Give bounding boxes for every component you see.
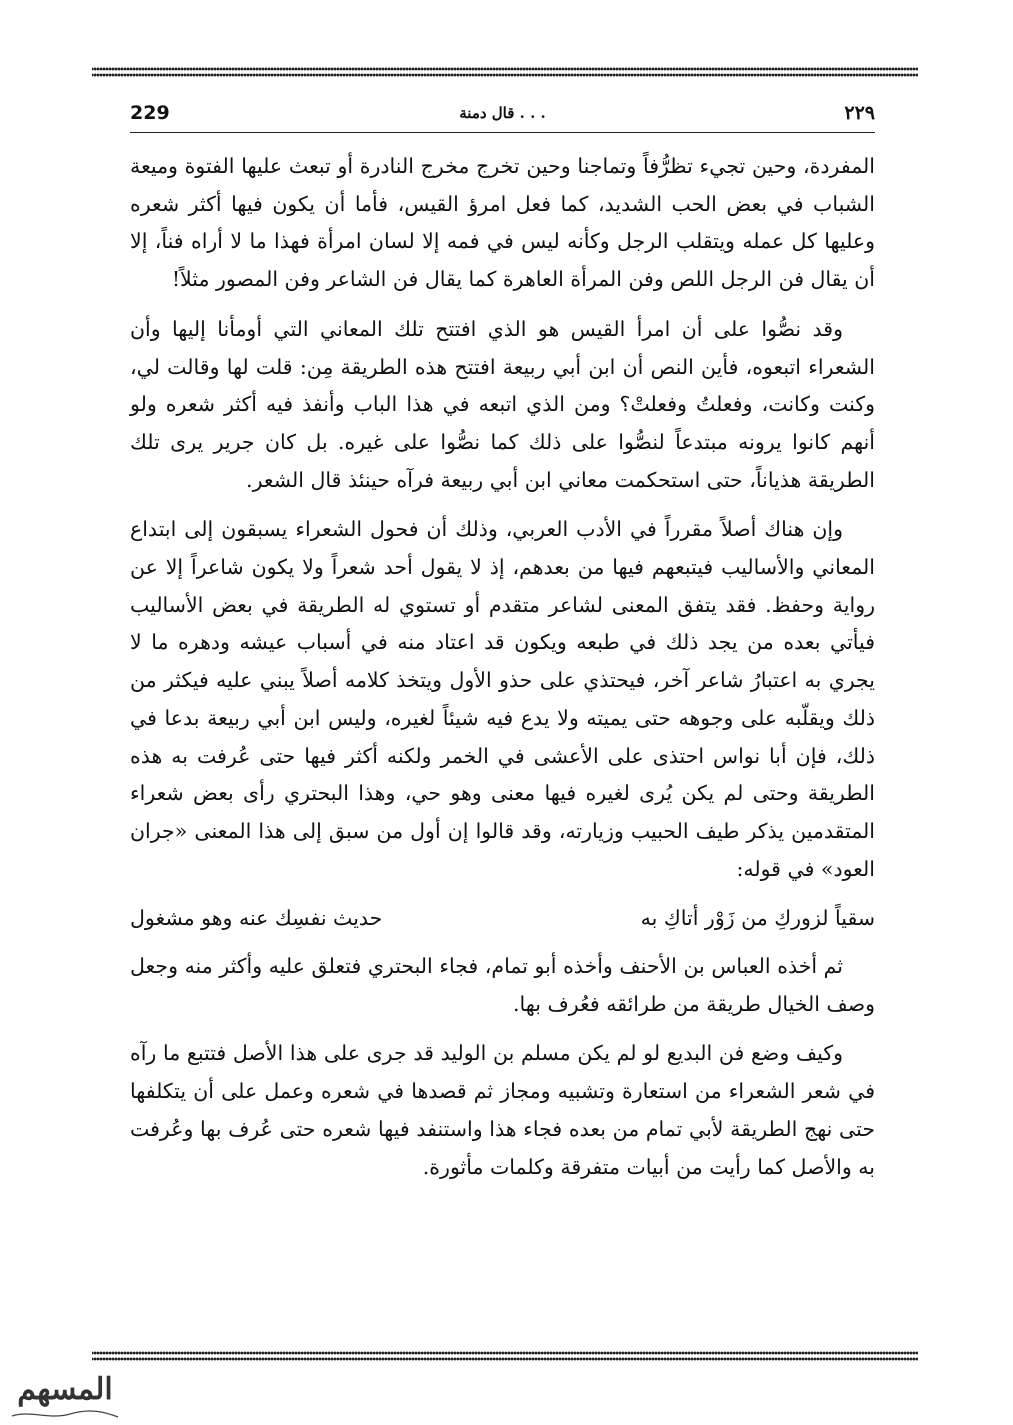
paragraph-2: وقد نصُّوا على أن امرأ القيس هو الذي افتتح تلك المعاني التي أومأنا إليها وأن الشعراء اتبعوه، فأين النص أن ابن أبي ربيعة افتتح هذه الطريقة مِن: قلت لها وقالت لي، وكنت وكانت، وفعلتُ وفعلتْ؟ ومن الذي اتبعه في هذا الباب وأنفذ فيه أكثر شعره ولو أنهم كانوا يرونه مبتدعاً لنصُّوا على ذلك كما نصُّوا على غيره. بل كان جرير يرى تلك الطريقة هذياناً، حتى استحكمت معاني ابن أبي ربيعة فرآه حينئذ قال الشعر. (130, 316, 875, 492)
running-title: قال دمنة . . . (459, 104, 546, 122)
paragraph-5: وكيف وضع فن البديع لو لم يكن مسلم بن الوليد قد جرى على هذا الأصل فتتبع ما رآه في شعر الشعراء من استعارة وتشبيه ومجاز ثم قصدها في شعره وعمل على أن يتكلفها حتى نهج الطريقة لأبي تمام من بعده فجاء هذا واستنفد فيها شعره حتى عُرف بها وعُرفت به والأصل كما رأيت من أبيات متفرقة وكلمات مأثورة. (130, 1041, 875, 1179)
page-header (130, 102, 875, 133)
watermark-text: المسهم (17, 1372, 113, 1407)
page-number-latin: 229 (130, 102, 170, 124)
watermark-logo (0, 1370, 130, 1425)
poetry-verse (130, 900, 875, 938)
paragraph-4: ثم أخذه العباس بن الأحنف وأخذه أبو تمام، فجاء البحتري فتعلق عليه وأكثر منه وجعل وصف الخيال طريقة من طرائقه فعُرف بها. (130, 954, 875, 1016)
paragraph-3: وإن هناك أصلاً مقرراً في الأدب العربي، وذلك أن فحول الشعراء يسبقون إلى ابتداع المعاني والأساليب فيتبعهم فيها من بعدهم، إذ لا يقول أحد شعراً ولا يكون شاعراً إلا عن رواية وحفظ. فقد يتفق المعنى لشاعر متقدم أو تستوي له الطريقة في بعض الأساليب فيأتي بعده من يجد ذلك في طبعه ويكون قد اعتاد منه في أسباب عيشه ودهره ما لا يجري به اعتبارُ شاعر آخر، فيحتذي على حذو الأول ويتخذ كلامه أصلاً يبني عليه فيكثر من ذلك ويقلّبه على وجوهه حتى يميته ولا يدع فيه شيئاً لغيره، وليس ابن أبي ربيعة بدعا في ذلك، فإن أبا نواس احتذى على الأعشى في الخمر ولكنه أكثر فيها حتى عُرفت به هذه الطريقة وحتى لم يكن يُرى لغيره فيها معنى وهو حي، وهذا البحتري رأى بعض شعراء المتقدمين يذكر طيف الحبيب وزيارته، وقد قالوا إن أول من سبق إلى هذا المعنى «جران العود» في قوله: (130, 517, 875, 881)
paragraph-1: المفردة، وحين تجيء تظرُّفاً وتماجنا وحين تخرج مخرج النادرة أو تبعث عليها الفتوة وميعة الشباب في بعض الحب الشديد، كما فعل امرؤ القيس، فأما أن يكون فيها أكثر شعره وعليها كل عمله ويتقلب الرجل وكأنه ليس في فمه إلا لسان امرأة فهذا ما لا أراه فناً، إلا أن يقال فن الرجل اللص وفن المرأة العاهرة كما يقال فن الشاعر وفن المصور مثلاً! (130, 154, 875, 292)
verse-second-hemistich: حديث نفسِك عنه وهو مشغول (130, 906, 383, 931)
body-text (130, 148, 875, 1348)
verse-first-hemistich: سقياً لزوركِ من زَوْر أتاكِ به (640, 906, 875, 931)
top-ornamental-border (92, 66, 918, 78)
bottom-ornamental-border (92, 1350, 918, 1362)
watermark-flourish-icon (10, 1408, 120, 1422)
page-number-arabic: ٢٢٩ (844, 102, 875, 124)
